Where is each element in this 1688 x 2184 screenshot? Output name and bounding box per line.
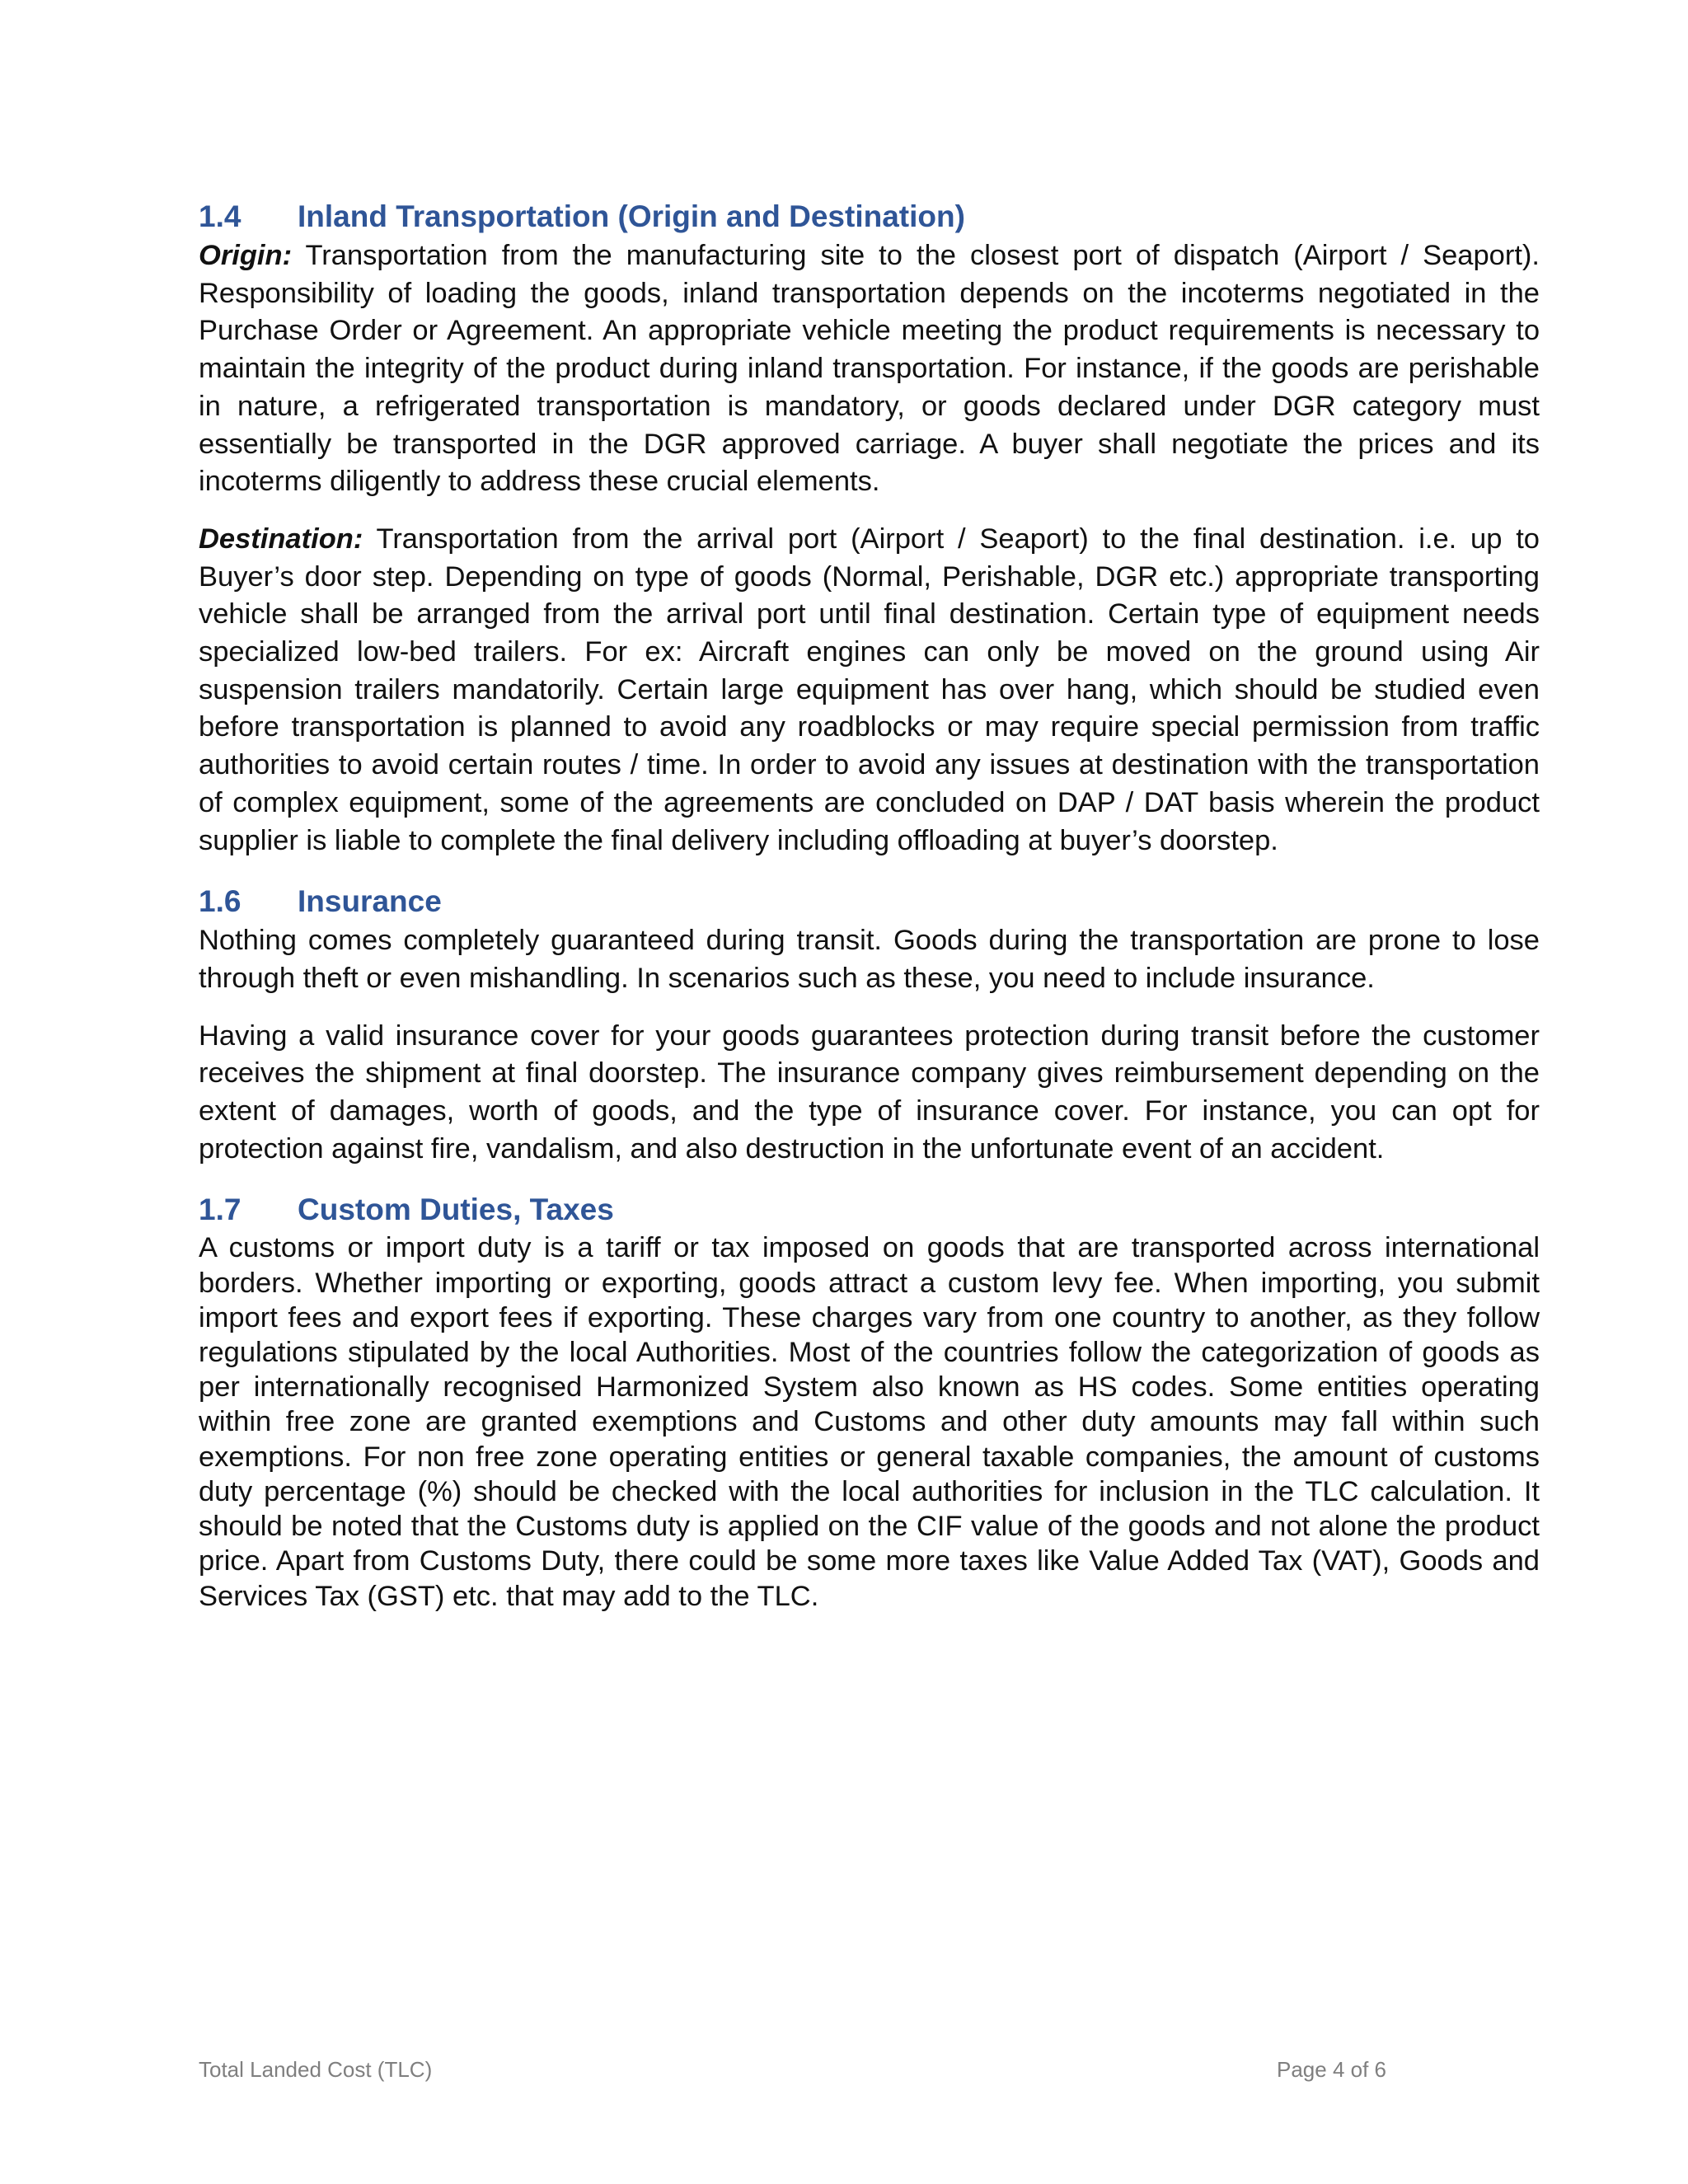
section-title: Insurance: [298, 884, 442, 919]
paragraph-destination: [199, 521, 1540, 860]
section-heading-inland-transportation: [199, 196, 1540, 237]
footer-page-number: Page 4 of 6: [1277, 2057, 1386, 2082]
paragraph-insurance-intro: [199, 922, 1540, 997]
paragraph-lead: Destination:: [199, 523, 363, 555]
paragraph-text: Transportation from the arrival port (Airport / Seaport) to the final destination. i.e. up to Buyer’s door step. Depending on type of goods (Normal, Perishable, DGR etc.) appropriate transporting vehicle shall be arranged from the arrival port until final destination. Certain type of equipment needs specialized low-bed trailers. For ex: Aircraft engines can only be moved on the ground using Air suspension trailers mandatorily. Certain large equipment has over hang, which should be studied even before transportation is planned to avoid any roadblocks or may require special permission from traffic authorities to avoid certain routes / time. In order to avoid any issues at destination with the transportation of complex equipment, some of the agreements are concluded on DAP / DAT basis wherein the product supplier is liable to complete the final delivery including offloading at buyer’s doorstep.: [199, 523, 1540, 856]
paragraph-text: A customs or import duty is a tariff or tax imposed on goods that are transported across international borders. Whether importing or exporting, goods attract a custom levy fee. When importing, you submit import fees and export fees if exporting. These charges vary from one country to another, as they follow regulations stipulated by the local Authorities. Most of the countries follow the categorization of goods as per internationally recognised Harmonized System also known as HS codes. Some entities operating within free zone are granted exemptions and Customs and other duty amounts may fall within such exemptions. For non free zone operating entities or general taxable companies, the amount of customs duty percentage (%) should be checked with the local authorities for inclusion in the TLC calculation. It should be noted that the Customs duty is applied on the CIF value of the goods and not alone the product price. Apart from Customs Duty, there could be some more taxes like Value Added Tax (VAT), Goods and Services Tax (GST) etc. that may add to the TLC.: [199, 1232, 1540, 1612]
section-heading-custom-duties: [199, 1189, 1540, 1230]
paragraph-lead: Origin:: [199, 240, 293, 271]
paragraph-text: Transportation from the manufacturing site to the closest port of dispatch (Airport / Seaport). Responsibility of loading the goods, inland transportation depends on the incoterms negotiated in the Purchase Order or Agreement. An appropriate vehicle meeting the product requirements is necessary to maintain the integrity of the product during inland transportation. For instance, if the goods are perishable in nature, a refrigerated transportation is mandatory, or goods declared under DGR category must essentially be transported in the DGR approved carriage. A buyer shall negotiate the prices and its incoterms diligently to address these crucial elements.: [199, 240, 1540, 498]
paragraph-custom-duties: [199, 1230, 1540, 1613]
section-title: Custom Duties, Taxes: [298, 1193, 614, 1227]
section-number: 1.6: [199, 884, 241, 919]
section-number: 1.4: [199, 199, 241, 233]
paragraph-text: Nothing comes completely guaranteed during transit. Goods during the transportation are prone to lose through theft or even mishandling. In scenarios such as these, you need to include insurance.: [199, 925, 1540, 994]
footer-document-title: Total Landed Cost (TLC): [199, 2057, 433, 2082]
section-number: 1.7: [199, 1193, 241, 1227]
section-title: Inland Transportation (Origin and Destination): [298, 199, 965, 233]
section-heading-insurance: [199, 881, 1540, 922]
page-content: [199, 196, 1540, 1614]
paragraph-insurance-cover: [199, 1018, 1540, 1169]
paragraph-text: Having a valid insurance cover for your goods guarantees protection during transit before the customer receives the shipment at final doorstep. The insurance company gives reimbursement depending on the extent of damages, worth of goods, and the type of insurance cover. For instance, you can opt for protection against fire, vandalism, and also destruction in the unfortunate event of an accident.: [199, 1019, 1540, 1165]
paragraph-origin: [199, 237, 1540, 501]
